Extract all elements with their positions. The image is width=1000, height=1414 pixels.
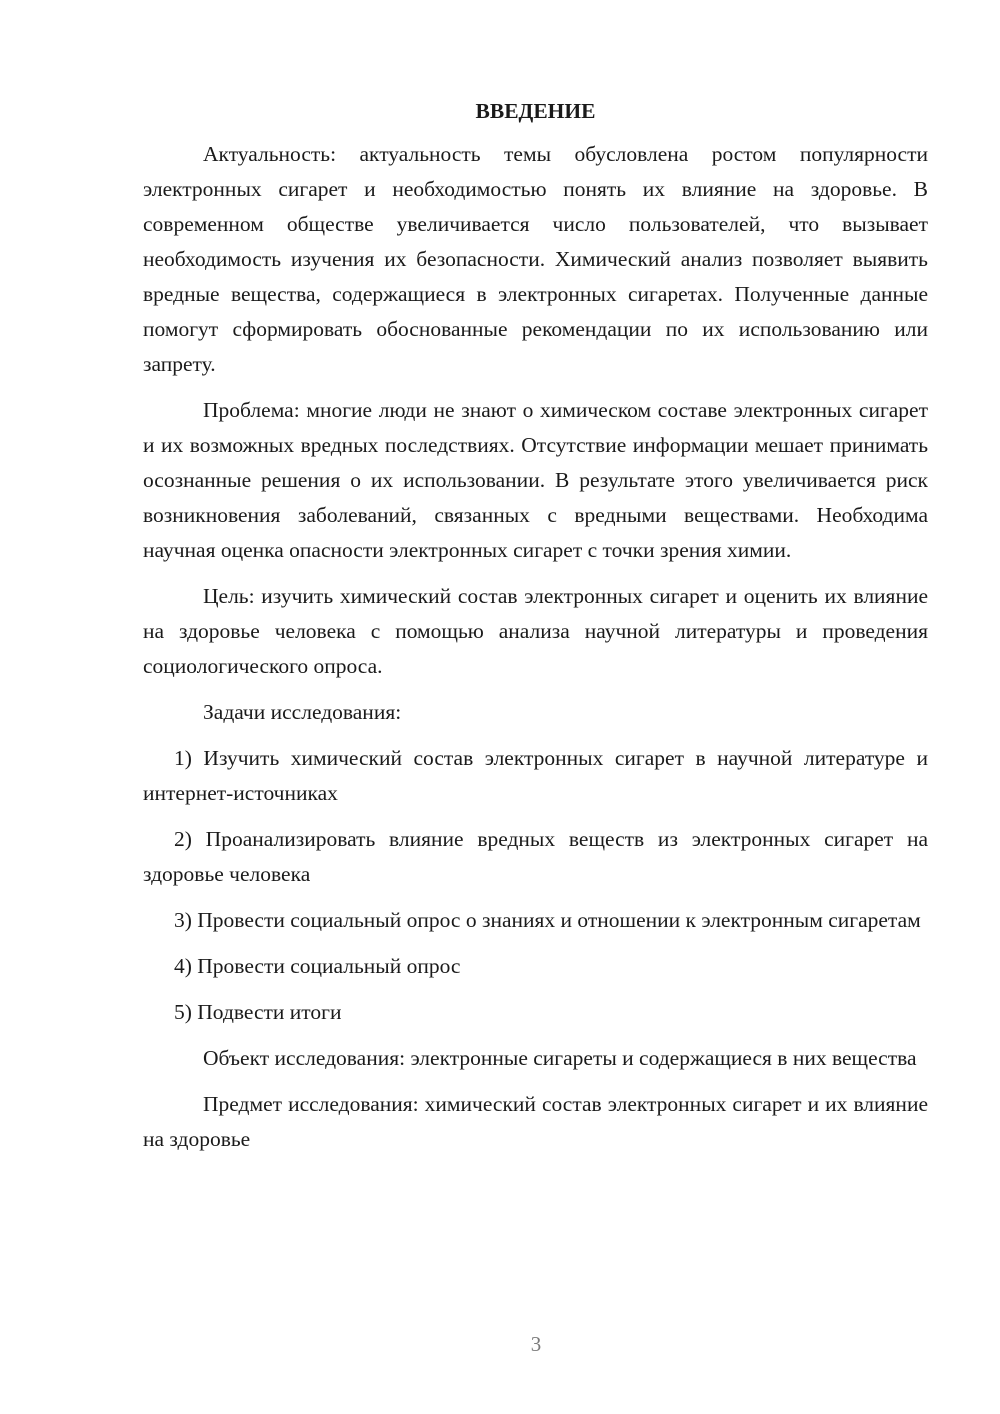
paragraph-object: Объект исследования: электронные сигареты и содержащиеся в них вещества bbox=[203, 1046, 917, 1070]
list-item: 1) Изучить химический состав электронных сигарет в научной литературе и интернет-источниках bbox=[143, 746, 928, 805]
page-title: ВВЕДЕНИЕ bbox=[475, 99, 596, 123]
document-page bbox=[143, 94, 928, 1157]
list-item: 2) Проанализировать влияние вредных веществ из электронных сигарет на здоровье человека bbox=[143, 827, 928, 886]
tasks-heading: Задачи исследования: bbox=[203, 700, 402, 724]
page-number: 3 bbox=[530, 1332, 542, 1356]
paragraph-subject: Предмет исследования: химический состав электронных сигарет и их влияние на здоровье bbox=[143, 1092, 928, 1151]
tasks-list bbox=[143, 741, 928, 1030]
list-item: 3) Провести социальный опрос о знаниях и отношении к электронным сигаретам bbox=[174, 908, 921, 932]
list-item: 5) Подвести итоги bbox=[174, 1000, 342, 1024]
paragraph-problem: Проблема: многие люди не знают о химическом составе электронных сигарет и их возможных вредных последствиях. Отсутствие информации мешает принимать осознанные решения о их использовании. В результате этого увеличивается риск возникновения заболеваний, связанных с вредными веществами. Необходима научная оценка опасности электронных сигарет с точки зрения химии. bbox=[143, 398, 928, 562]
list-item: 4) Провести социальный опрос bbox=[174, 954, 461, 978]
paragraph-goal: Цель: изучить химический состав электронных сигарет и оценить их влияние на здоровье человека с помощью анализа научной литературы и проведения социологического опроса. bbox=[143, 584, 928, 678]
paragraph-relevance: Актуальность: актуальность темы обусловлена ростом популярности электронных сигарет и необходимостью понять их влияние на здоровье. В современном обществе увеличивается число пользователей, что вызывает необходимость изучения их безопасности. Химический анализ позволяет выявить вредные вещества, содержащиеся в электронных сигаретах. Полученные данные помогут сформировать обоснованные рекомендации по их использованию или запрету. bbox=[143, 142, 928, 376]
